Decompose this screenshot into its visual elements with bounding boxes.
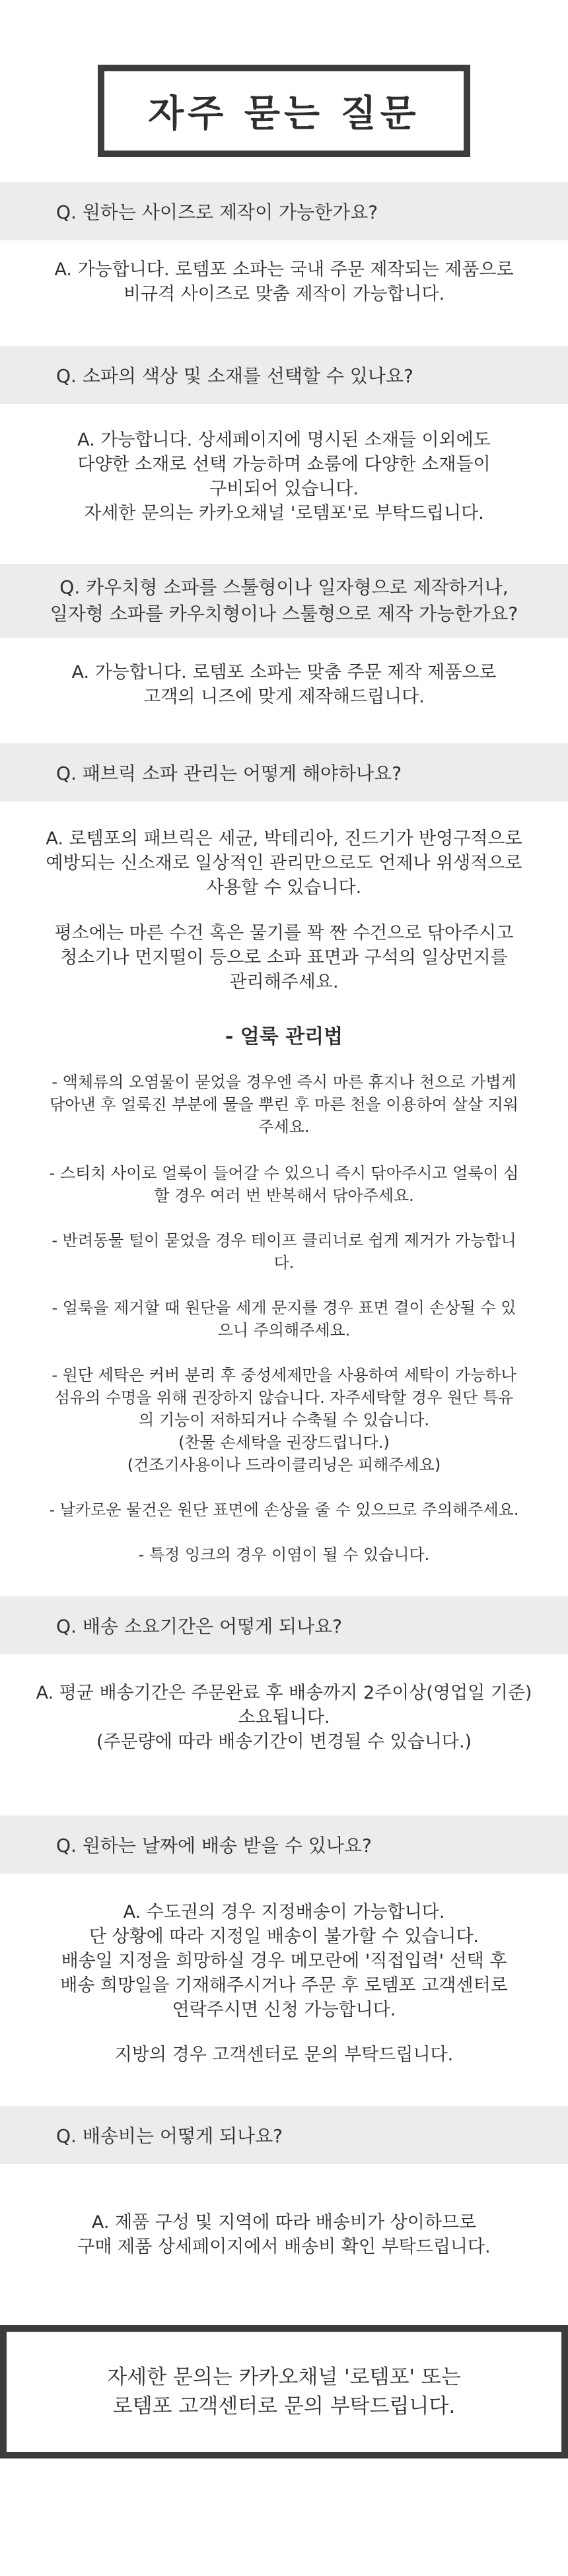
faq-answer-delivery-time [0,1681,568,1754]
faq-answer-delivery-date-regional [0,2043,568,2067]
stain-care-item [0,1229,568,1274]
page-title-box [98,65,470,157]
stain-care-text: - 얼룩을 제거할 때 원단을 세게 문지를 경우 표면 결이 손상될 수 있 으니 주의해주세요. [52,1299,516,1339]
faq-question-text: Q. 원하는 사이즈로 제작이 가능한가요? [56,201,378,223]
faq-question-text: Q. 원하는 날짜에 배송 받을 수 있나요? [56,1835,372,1856]
faq-answer-text: A. 평균 배송기간은 주문완료 후 배송까지 2주이상(영업일 기준) 소요됩니다. (주문량에 따라 배송기간이 변경될 수 있습니다.) [36,1683,532,1752]
stain-care-item [0,1543,568,1566]
stain-care-item [0,1499,568,1521]
faq-question-text: Q. 카우치형 소파를 스툴형이나 일자형으로 제작하거나, 일자형 소파를 카우치형이나 스툴형으로 제작 가능한가요? [50,576,518,625]
faq-answer-text: A. 제품 구성 및 지역에 따라 배송비가 상이하므로 구매 제품 상세페이지에서 배송비 확인 부탁드립니다. [77,2212,491,2257]
faq-answer-fabric-daily [0,921,568,994]
faq-answer-text: A. 가능합니다. 로템포 소파는 국내 주문 제작되는 제품으로 비규격 사이즈로 맞춤 제작이 가능합니다. [54,259,514,304]
faq-answer-text: 평소에는 마른 수건 혹은 물기를 꽉 짠 수건으로 닦아주시고 청소기나 먼지떨이 등으로 소파 표면과 구석의 일상먼지를 관리해주세요. [54,923,514,992]
faq-answer-size [0,257,568,306]
faq-answer-text: A. 가능합니다. 상세페이지에 명시된 소재들 이외에도 다양한 소재로 선택 가능하며 쇼룸에 다양한 소재들이 구비되어 있습니다. 자세한 문의는 카카오채널 '로템포'로 부탁드립니다. [77,430,491,524]
faq-question-text: Q. 배송비는 어떻게 되나요? [56,2125,283,2147]
stain-care-heading-text: - 얼룩 관리법 [225,1025,343,1048]
contact-notice-text: 자세한 문의는 카카오채널 '로템포' 또는 로템포 고객센터로 문의 부탁드립니다. [107,2365,461,2418]
faq-question-delivery-time [0,1596,568,1654]
faq-question-size [0,182,568,240]
faq-answer-delivery-date [0,1900,568,2022]
stain-care-text: - 반려동물 털이 묻었을 경우 테이프 클리너로 쉽게 제거가 가능합니 다. [52,1231,516,1272]
stain-care-item [0,1364,568,1476]
stain-care-text: - 액체류의 오염물이 묻었을 경우엔 즉시 마른 휴지나 천으로 가볍게 닦아낸 후 얼룩진 부분에 물을 뿌린 후 마른 천을 이용하여 살살 지워 주세요. [50,1073,518,1136]
stain-care-text: - 날카로운 물건은 원단 표면에 손상을 줄 수 있으므로 주의해주세요. [49,1501,519,1519]
faq-question-material [0,346,568,404]
stain-care-item [0,1297,568,1341]
faq-answer-text: A. 수도권의 경우 지정배송이 가능합니다. 단 상황에 따라 지정일 배송이 불가할 수 있습니다. 배송일 지정을 희망하실 경우 메모란에 '직접입력' 선택 후 배송 희망일을 기재해주시거나 주문 후 로템포 고객센터로 연락주시면 신청 가능합니다. [60,1902,508,2020]
page-title: 자주 묻는 질문 [148,92,420,135]
stain-care-text: - 원단 세탁은 커버 분리 후 중성세제만을 사용하여 세탁이 가능하나 섬유의 수명을 위해 권장하지 않습니다. 자주세탁할 경우 원단 특유 의 기능이 저하되거나 수축될 수 있습니다. (찬물 손세탁을 권장드립니다.) (건조기사용이나 드라이클리닝은 피해주세요) [52,1366,516,1474]
faq-question-shipping-fee [0,2106,568,2164]
faq-answer-text: 지방의 경우 고객센터로 문의 부탁드립니다. [114,2045,454,2065]
faq-answer-text: A. 로템포의 패브릭은 세균, 박테리아, 진드기가 반영구적으로 예방되는 신소재로 일상적인 관리만으로도 언제나 위생적으로 사용할 수 있습니다. [46,829,522,898]
stain-care-text: - 스티치 사이로 얼룩이 들어갈 수 있으니 즉시 닦아주시고 얼룩이 심 할 경우 여러 번 반복해서 닦아주세요. [49,1164,519,1205]
stain-care-text: - 특정 잉크의 경우 이염이 될 수 있습니다. [138,1545,430,1564]
faq-answer-fabric-care [0,827,568,900]
faq-answer-shipping-fee [0,2210,568,2259]
stain-care-heading [0,1025,568,1049]
stain-care-item [0,1071,568,1138]
faq-answer-text: A. 가능합니다. 로템포 소파는 맞춤 주문 제작 제품으로 고객의 니즈에 맞게 제작해드립니다. [71,662,497,707]
faq-question-text: Q. 배송 소요기간은 어떻게 되나요? [56,1615,343,1637]
faq-answer-shape [0,660,568,709]
faq-question-delivery-date [0,1815,568,1874]
contact-notice-box [0,2325,568,2458]
faq-question-text: Q. 소파의 색상 및 소재를 선택할 수 있나요? [56,365,413,387]
stain-care-item [0,1162,568,1207]
faq-answer-material [0,428,568,525]
faq-question-fabric-care [0,743,568,801]
faq-question-shape [0,564,568,638]
faq-question-text: Q. 패브릭 소파 관리는 어떻게 해야하나요? [56,763,402,784]
